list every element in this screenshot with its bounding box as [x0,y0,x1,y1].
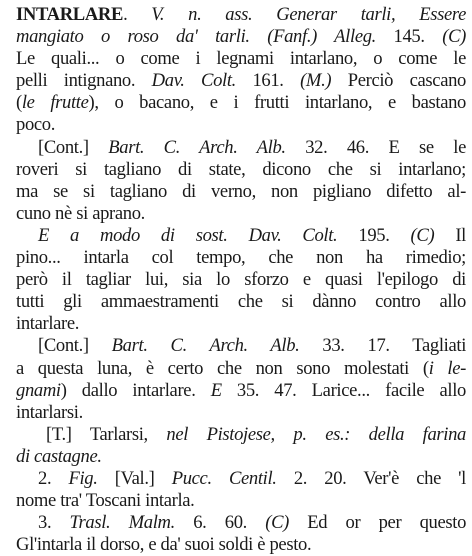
text-segment: ma se si tagliano di verno, non pigliano difetto al- [16,180,466,202]
text-segment: [Val.] [97,467,172,489]
entry-line [16,490,466,512]
text-segment: 33. 17. Tagliati [299,335,466,357]
italic-text: nel Pistojese, p. es.: della farina [166,423,466,445]
entry-line [16,203,466,225]
italic-text: Trasl. Malm. [69,512,175,534]
text-segment: cuno nè si aprano. [16,202,145,224]
entry-line [16,446,466,468]
text-segment: pino... intarla col tempo, che non ha rimedio; [16,247,466,269]
italic-text: (C) [410,224,435,246]
text-segment: [T.] Tarlarsi, [46,423,167,445]
text-segment: 145. [375,26,443,48]
italic-text: V. n. ass. Generar tarli, Essere [151,4,466,25]
text-segment: 195. [337,224,411,246]
text-segment: a questa luna, è certo che non sono molestati ( [16,357,429,379]
entry-line [16,181,466,203]
text-segment: [Cont.] [38,136,109,158]
italic-text: i le- [428,357,466,379]
italic-text: (C) [265,512,289,534]
entry-line [16,4,466,26]
entry-line [16,225,466,247]
entry-line [16,92,466,114]
text-segment: 6. 60. [174,512,266,534]
text-segment: poco. [16,114,56,136]
entry-line [16,534,466,556]
text-segment: Gl'intarla il dorso, e da' suoi soldi è pesto. [16,534,312,556]
text-segment: Le quali... o come i legnami intarlano, o come le [16,48,466,70]
text-segment: 2. [38,467,69,489]
entry-line [16,114,466,136]
text-segment: 32. 46. E se le [285,136,466,158]
italic-text: Dav. Colt. [151,70,236,92]
dictionary-entry-intarlare [16,4,466,556]
text-segment: pelli intignano. [16,70,152,92]
text-segment: ), o bacano, e i frutti intarlano, e bastano [88,92,466,114]
text-segment: roveri si tagliano di state, dicono che si intarlano; [16,158,466,180]
text-segment: nome tra' Toscani intarla. [16,490,195,512]
entry-line [16,48,466,70]
entry-line [16,137,466,159]
text-segment: intarlarsi. [16,401,83,423]
text-segment: 3. [38,512,70,534]
entry-line [16,380,466,402]
entry-line [16,468,466,490]
text-segment: tutti gli ammaestramenti che si dànno contro allo [16,291,466,313]
entry-line [16,291,466,313]
italic-text: Bart. C. Arch. Alb. [111,335,300,357]
italic-text: Pucc. Centil. [171,467,277,489]
italic-text: (C) [442,26,466,48]
text-segment: però il tagliar lui, sia lo sforzo e quasi l'epilogo di [16,269,466,291]
text-segment: ) dallo intarlare. [60,379,211,401]
italic-text: Fig. [68,467,98,489]
entry-line [16,269,466,291]
entry-line [16,159,466,181]
entry-line [16,358,466,380]
text-segment: Perciò cascano [331,70,466,92]
entry-line [16,247,466,269]
text-segment: intarlare. [16,313,80,335]
entry-line [16,26,466,48]
italic-text: E a modo di sost. Dav. Colt. [38,224,338,246]
entry-line [16,313,466,335]
entry-line [16,70,466,92]
text-segment: Il [434,224,466,246]
text-segment: Ed or per questo [288,512,466,534]
entry-line [16,335,466,357]
italic-text: (M.) [300,70,332,92]
entry-line [16,512,466,534]
text-segment: 35. 47. Larice... facile allo [221,379,466,401]
italic-text: le frutte [21,92,89,114]
italic-text: Bart. C. Arch. Alb. [108,136,286,158]
text-segment: . [123,4,152,25]
entry-line [16,424,466,446]
italic-text: gnami [16,379,61,401]
text-segment: ( [16,92,22,114]
headword: INTARLARE [16,4,124,25]
entry-line [16,402,466,424]
italic-text: E [210,379,222,401]
text-segment: 161. [235,70,301,92]
text-segment: 2. 20. Ver'è che 'l [276,467,466,489]
text-segment: [Cont.] [38,335,112,357]
italic-text: mangiato o roso da' tarli. (Fanf.) Alleg. [16,26,376,48]
italic-text: di castagne. [16,445,102,467]
